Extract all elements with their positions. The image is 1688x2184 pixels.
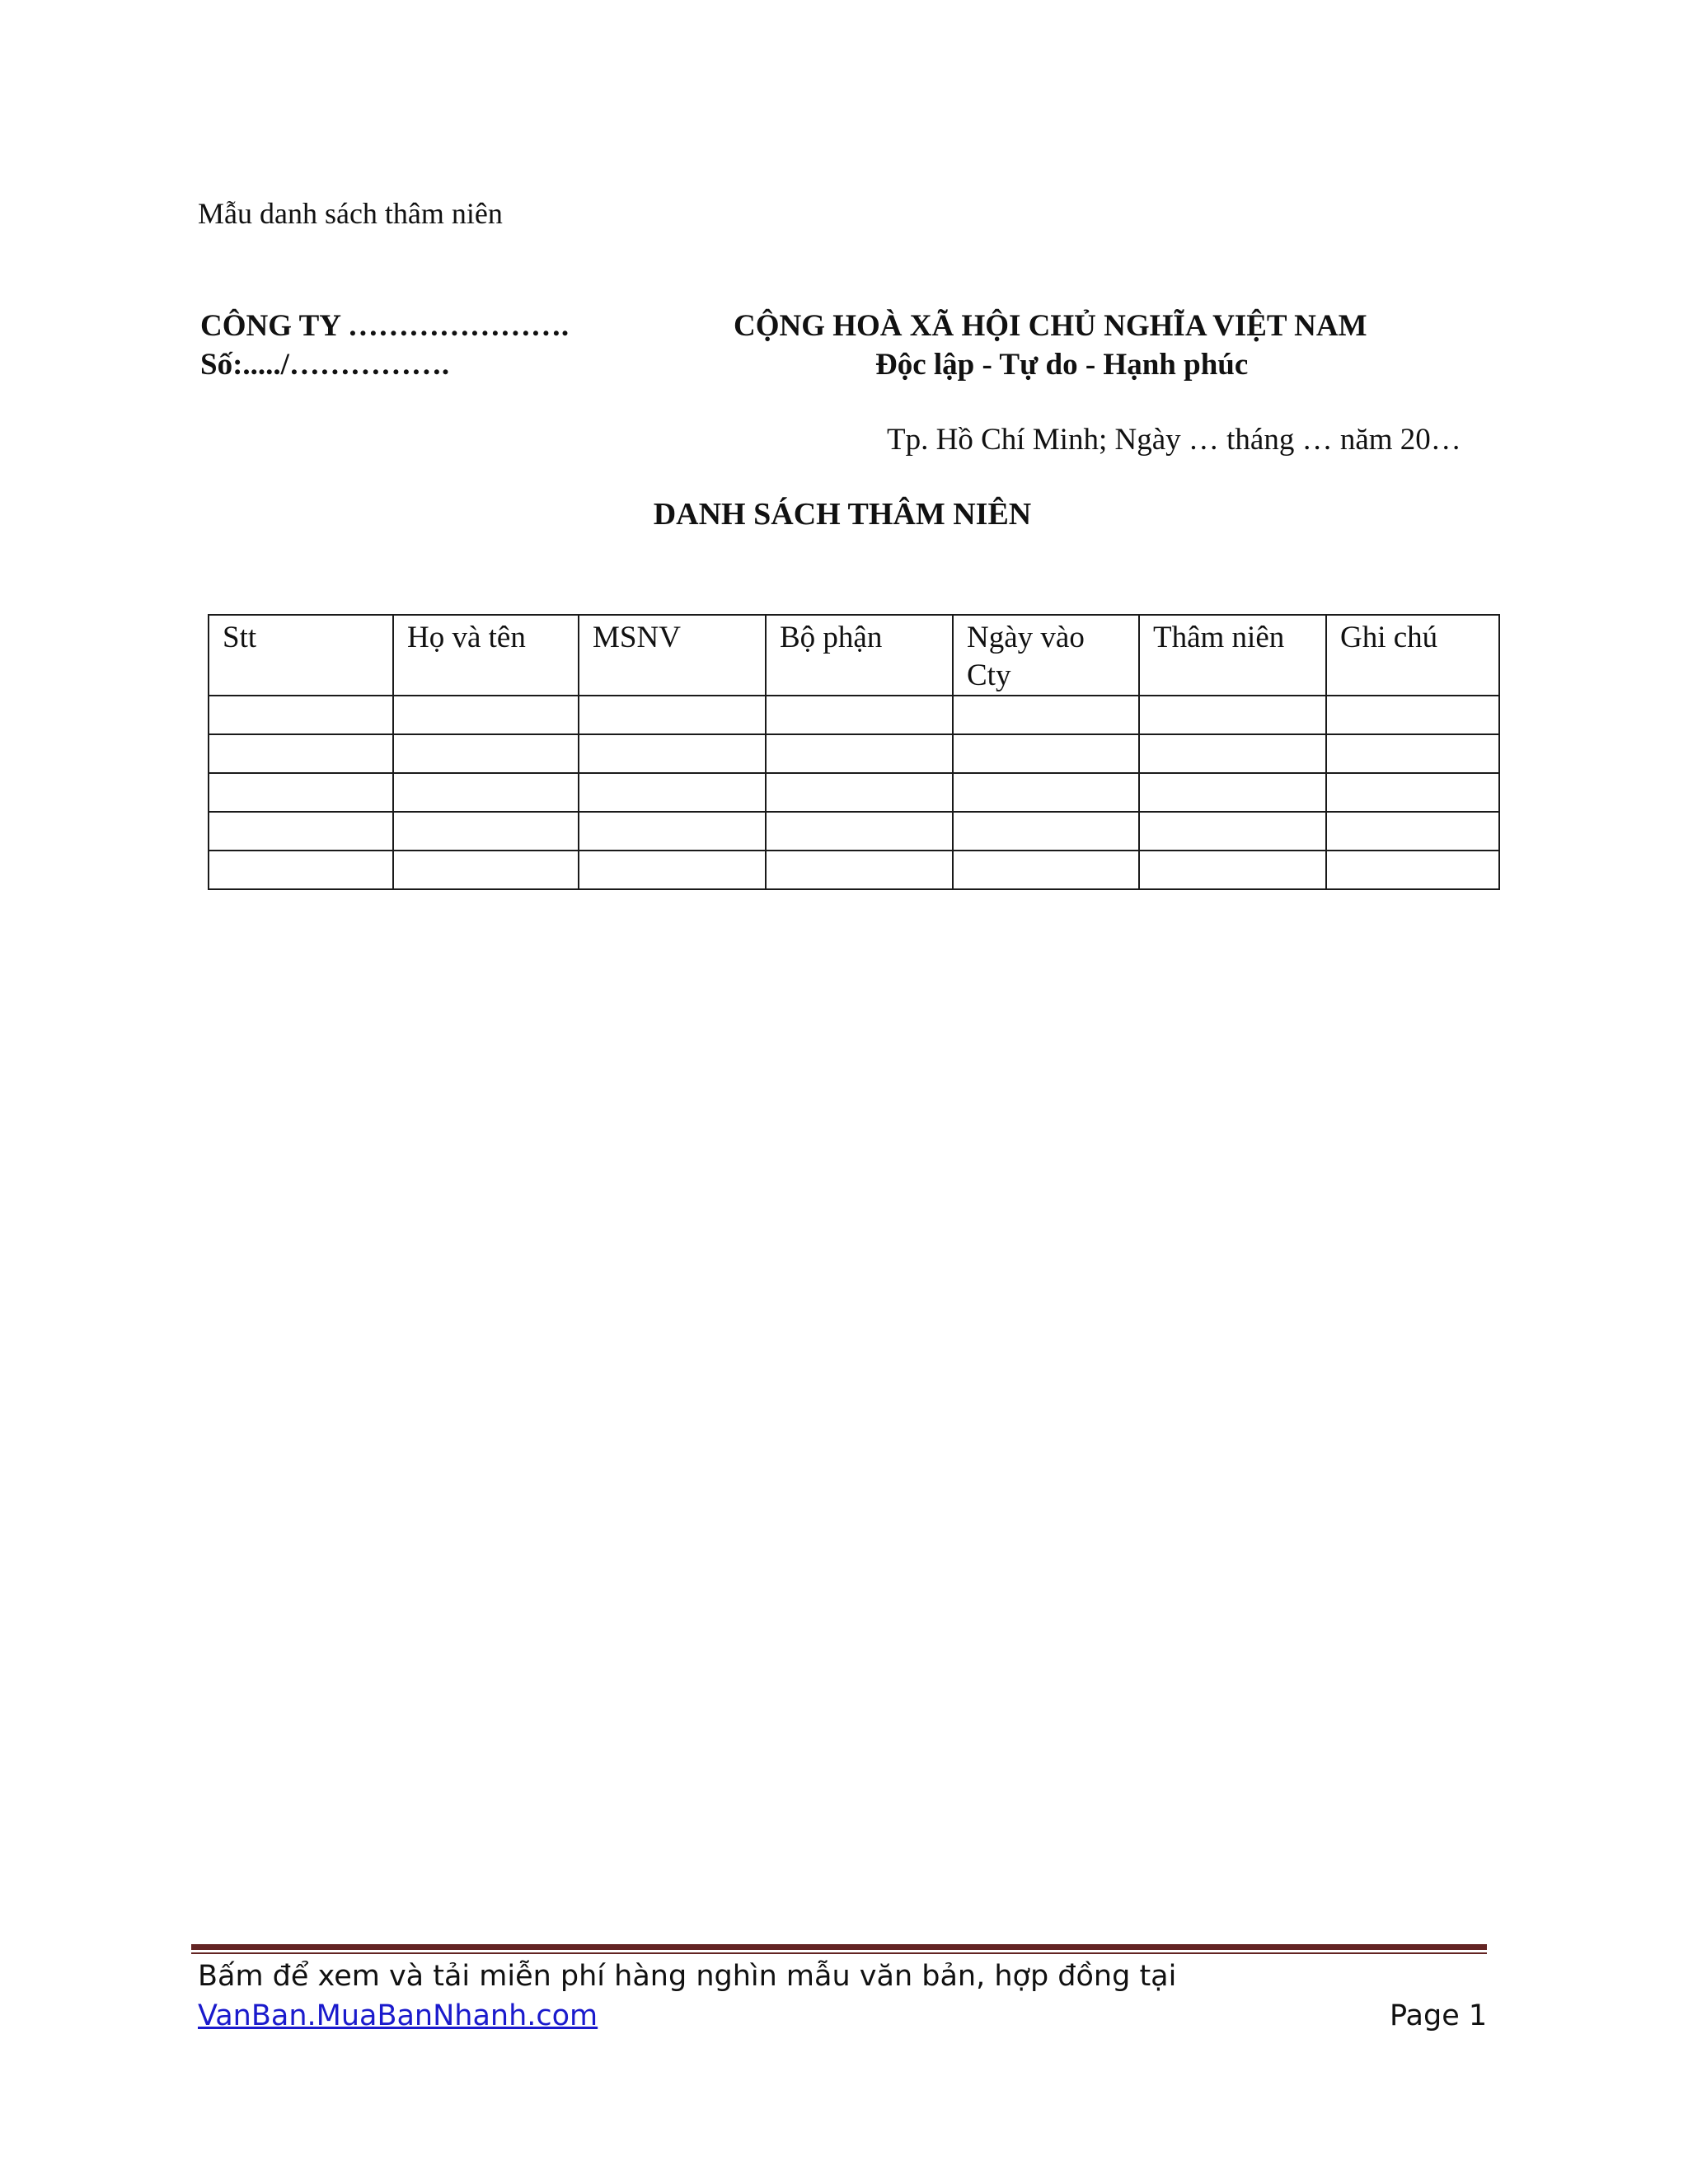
table-cell [579, 696, 766, 734]
table-cell [953, 773, 1139, 812]
table-cell [1326, 773, 1499, 812]
table-cell [766, 773, 953, 812]
table-cell [1326, 851, 1499, 889]
company-name: CÔNG TY …………………. [200, 309, 570, 343]
seniority-table [208, 614, 1500, 890]
table-cell [393, 696, 579, 734]
table-row [209, 773, 1499, 812]
table-cell [579, 851, 766, 889]
table-cell [393, 734, 579, 773]
column-header-full-name: Họ và tên [393, 615, 579, 696]
table-cell [393, 851, 579, 889]
column-header-department: Bộ phận [766, 615, 953, 696]
table-row [209, 696, 1499, 734]
column-header-employee-id: MSNV [579, 615, 766, 696]
column-header-stt: Stt [209, 615, 393, 696]
column-header-join-date: Ngày vào Cty [953, 615, 1139, 696]
table-cell [393, 812, 579, 851]
nation-motto: Độc lập - Tự do - Hạnh phúc [875, 348, 1249, 382]
footer-link[interactable]: VanBan.MuaBanNhanh.com [198, 1999, 598, 2032]
table-cell [209, 696, 393, 734]
column-header-notes: Ghi chú [1326, 615, 1499, 696]
table-row [209, 812, 1499, 851]
table-row [209, 851, 1499, 889]
table-cell [1326, 812, 1499, 851]
table-cell [953, 696, 1139, 734]
table-cell [1139, 812, 1326, 851]
table-cell [1139, 734, 1326, 773]
date-line: Tp. Hồ Chí Minh; Ngày … tháng … năm 20… [887, 423, 1461, 457]
table-cell [766, 812, 953, 851]
nation-title: CỘNG HOÀ XÃ HỘI CHỦ NGHĨA VIỆT NAM [734, 309, 1367, 343]
list-title-text: DANH SÁCH THÂM NIÊN [653, 497, 1032, 532]
table-cell [953, 851, 1139, 889]
footer-rule [191, 1944, 1487, 1950]
table-cell [953, 734, 1139, 773]
page-number: Page 1 [1390, 1999, 1488, 2032]
table-cell [1326, 734, 1499, 773]
table-cell [766, 734, 953, 773]
footer-text: Bấm để xem và tải miễn phí hàng nghìn mẫu văn bản, hợp đồng tại [198, 1960, 1177, 1993]
table-cell [1139, 773, 1326, 812]
document-label: Mẫu danh sách thâm niên [198, 197, 503, 230]
table-cell [393, 773, 579, 812]
table-cell [953, 812, 1139, 851]
table-header-row [209, 615, 1499, 696]
document-number: Số:...../……………. [200, 348, 450, 382]
table-cell [579, 734, 766, 773]
column-header-seniority: Thâm niên [1139, 615, 1326, 696]
table-cell [1326, 696, 1499, 734]
table-cell [1139, 851, 1326, 889]
table-cell [209, 812, 393, 851]
table-cell [209, 851, 393, 889]
table-cell [1139, 696, 1326, 734]
table-cell [209, 773, 393, 812]
list-title [0, 496, 1688, 532]
table-cell [579, 812, 766, 851]
table-row [209, 734, 1499, 773]
footer-rule-thin [191, 1952, 1487, 1954]
table-cell [766, 696, 953, 734]
table-cell [766, 851, 953, 889]
table-cell [209, 734, 393, 773]
table-cell [579, 773, 766, 812]
